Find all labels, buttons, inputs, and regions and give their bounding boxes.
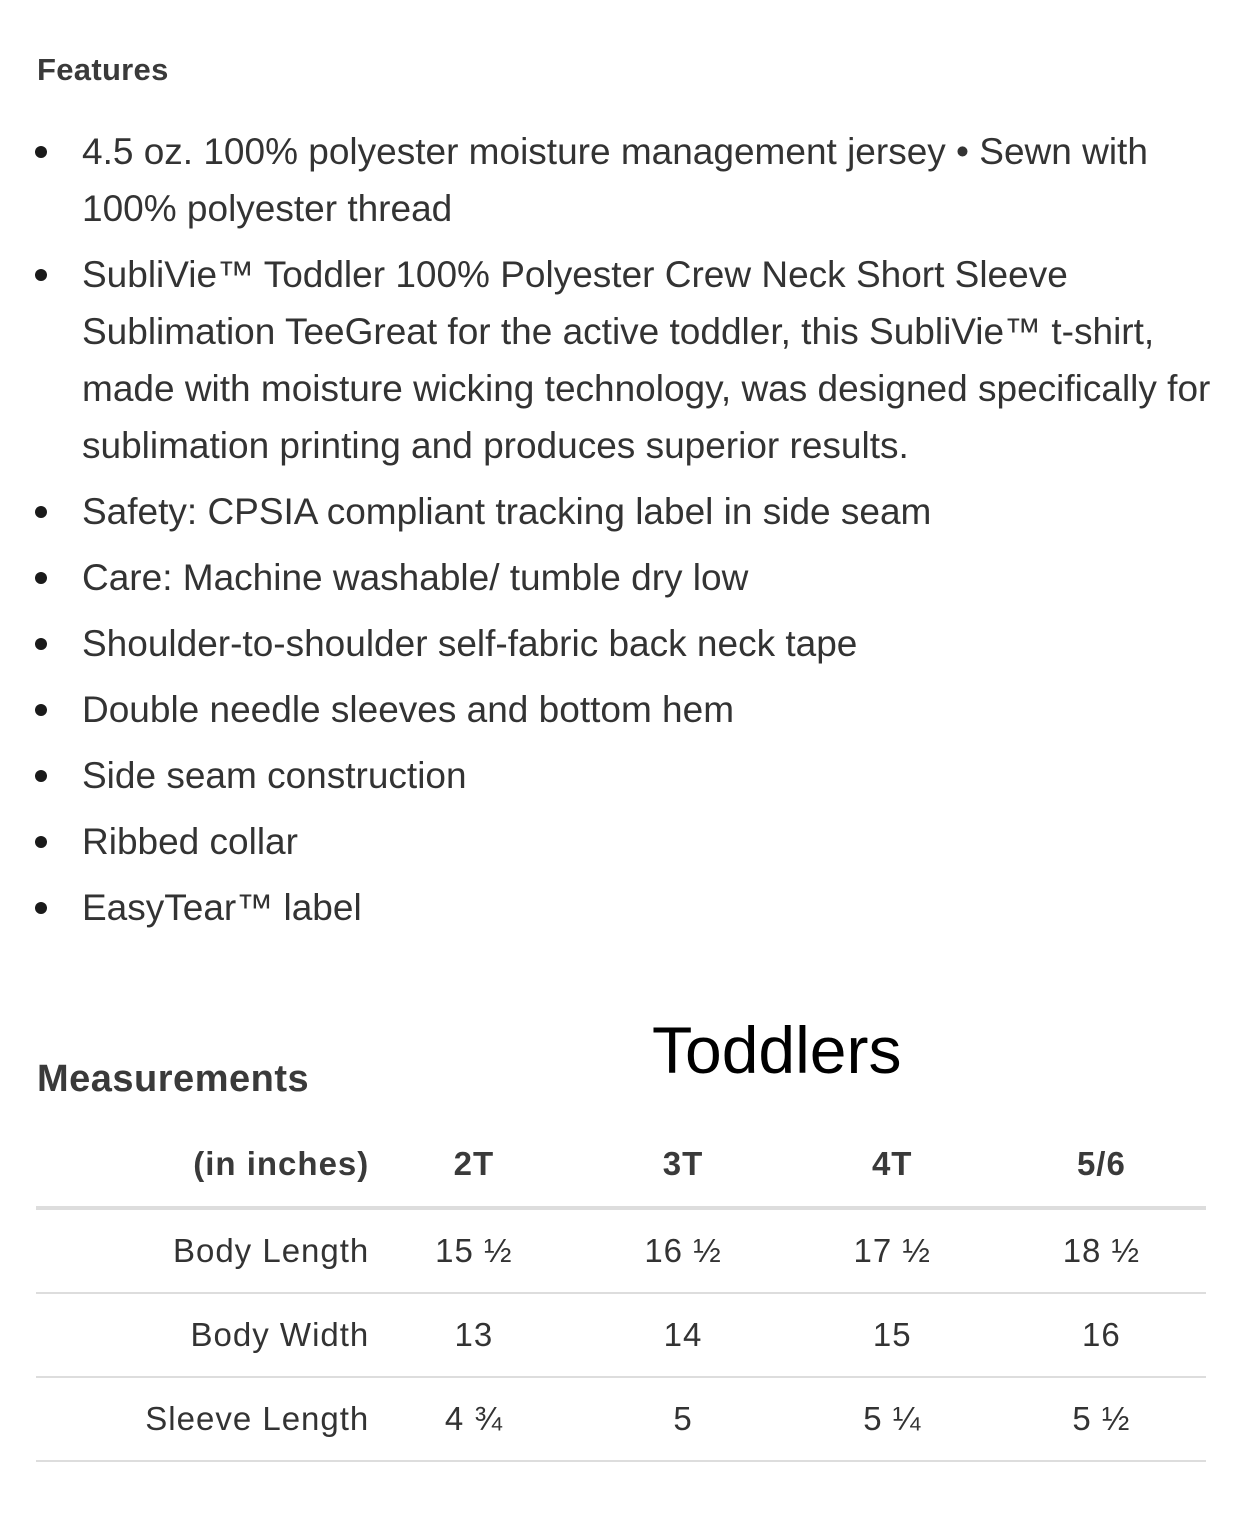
size-header: 5/6 <box>997 1122 1206 1208</box>
feature-text: Care: Machine washable/ tumble dry low <box>82 557 749 598</box>
bullet-icon <box>35 638 47 650</box>
row-label: Sleeve Length <box>36 1377 369 1461</box>
features-list <box>0 123 1241 945</box>
table-header-row <box>36 1122 1206 1208</box>
bullet-icon <box>35 146 47 158</box>
bullet-icon <box>35 704 47 716</box>
table-row <box>36 1377 1206 1461</box>
feature-item <box>0 681 1241 738</box>
bullet-icon <box>35 572 47 584</box>
unit-label: (in inches) <box>36 1122 369 1208</box>
feature-text: 4.5 oz. 100% polyester moisture management jersey • Sewn with 100% polyester thread <box>82 131 1148 229</box>
table-cell: 18 ½ <box>997 1208 1206 1293</box>
bullet-icon <box>35 770 47 782</box>
feature-text: Side seam construction <box>82 755 467 796</box>
table-cell: 17 ½ <box>788 1208 997 1293</box>
features-heading: Features <box>37 52 169 87</box>
feature-text: Safety: CPSIA compliant tracking label in side seam <box>82 491 932 532</box>
feature-text: Ribbed collar <box>82 821 298 862</box>
size-group-title: Toddlers <box>652 1013 902 1087</box>
bullet-icon <box>35 902 47 914</box>
feature-item <box>0 246 1241 474</box>
bullet-icon <box>35 269 47 281</box>
feature-text: Double needle sleeves and bottom hem <box>82 689 735 730</box>
feature-item <box>0 123 1241 237</box>
feature-text: SubliVie™ Toddler 100% Polyester Crew Neck Short Sleeve Sublimation TeeGreat for the active toddler, this SubliVie™ t-shirt, made with moisture wicking technology, was designed specifically for sublimation printing and produces superior results. <box>82 254 1211 466</box>
feature-item <box>0 879 1241 936</box>
table-cell: 14 <box>578 1293 787 1377</box>
measurements-heading: Measurements <box>37 1058 310 1100</box>
table-row <box>36 1293 1206 1377</box>
feature-text: EasyTear™ label <box>82 887 362 928</box>
feature-item <box>0 483 1241 540</box>
table-cell: 5 ½ <box>997 1377 1206 1461</box>
size-header: 3T <box>578 1122 787 1208</box>
table-cell: 15 ½ <box>369 1208 578 1293</box>
bullet-icon <box>35 506 47 518</box>
feature-item <box>0 549 1241 606</box>
table-row <box>36 1208 1206 1293</box>
feature-text: Shoulder-to-shoulder self-fabric back neck tape <box>82 623 858 664</box>
row-label: Body Length <box>36 1208 369 1293</box>
table-cell: 15 <box>788 1293 997 1377</box>
size-header: 2T <box>369 1122 578 1208</box>
table-cell: 5 ¼ <box>788 1377 997 1461</box>
size-chart-table <box>36 1122 1206 1462</box>
row-label: Body Width <box>36 1293 369 1377</box>
table-cell: 13 <box>369 1293 578 1377</box>
size-header: 4T <box>788 1122 997 1208</box>
feature-item <box>0 615 1241 672</box>
table-cell: 5 <box>578 1377 787 1461</box>
feature-item <box>0 813 1241 870</box>
table-cell: 16 ½ <box>578 1208 787 1293</box>
table-cell: 16 <box>997 1293 1206 1377</box>
feature-item <box>0 747 1241 804</box>
table-cell: 4 ¾ <box>369 1377 578 1461</box>
bullet-icon <box>35 836 47 848</box>
